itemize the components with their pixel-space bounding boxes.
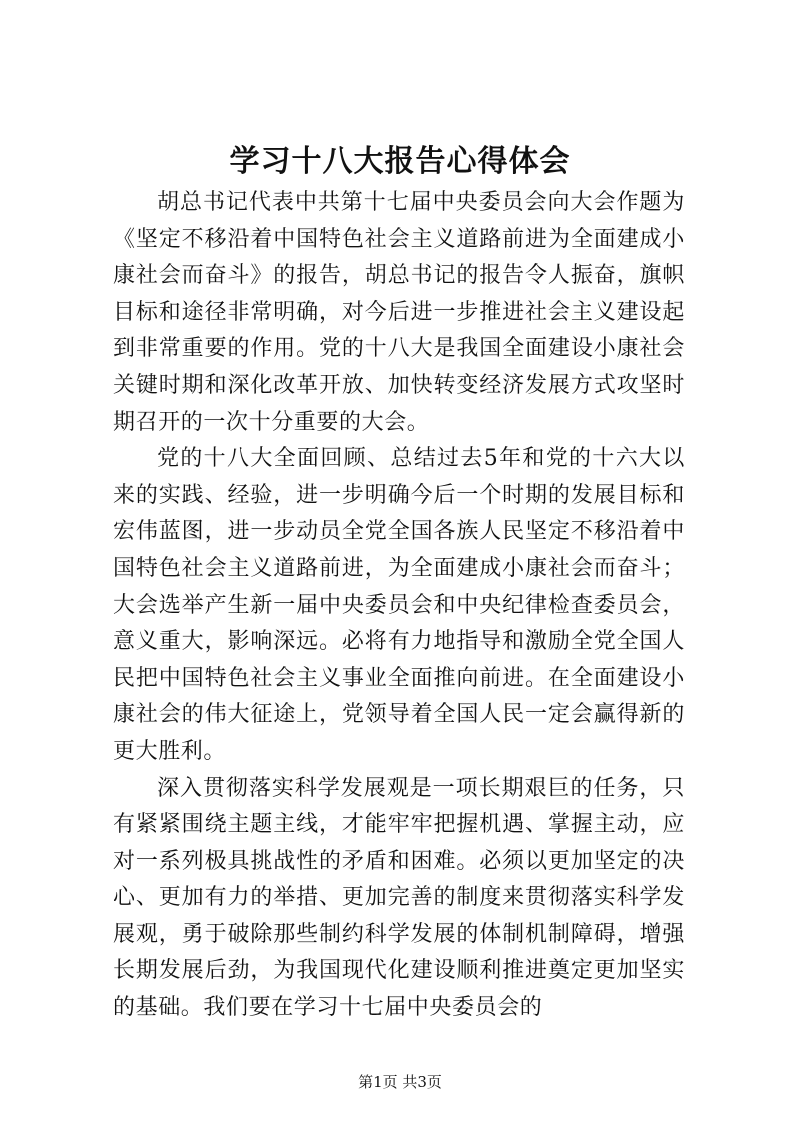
page-footer xyxy=(0,1072,800,1092)
paragraph-1: 胡总书记代表中共第十七届中央委员会向大会作题为《坚定不移沿着中国特色社会主义道路前进为全面建成小康社会而奋斗》的报告，胡总书记的报告令人振奋，旗帜目标和途径非常明确，对今后进一步推进社会主义建设起到非常重要的作用。党的十八大是我国全面建设小康社会关键时期和深化改革开放、加快转变经济发展方式攻坚时期召开的一次十分重要的大会。 xyxy=(113,190,685,435)
document-title: 学习十八大报告心得体会 xyxy=(229,144,571,179)
document-body xyxy=(113,185,685,1027)
paragraph-2: 党的十八大全面回顾、总结过去5年和党的十六大以来的实践、经验，进一步明确今后一个时期的发展目标和宏伟蓝图，进一步动员全党全国各族人民坚定不移沿着中国特色社会主义道路前进，为全面建成小康社会而奋斗；大会选举产生新一届中央委员会和中央纪律检查委员会，意义重大，影响深远。必将有力地指导和激励全党全国人民把中国特色社会主义事业全面推向前进。在全面建设小康社会的伟大征途上，党领导着全国人民一定会赢得新的更大胜利。 xyxy=(113,446,685,764)
page-number-label: 第1页 共3页 xyxy=(358,1073,442,1091)
paragraph-3: 深入贯彻落实科学发展观是一项长期艰巨的任务，只有紧紧围绕主题主线，才能牢牢把握机遇、掌握主动，应对一系列极具挑战性的矛盾和困难。必须以更加坚定的决心、更加有力的举措、更加完善的制度来贯彻落实科学发展观，勇于破除那些制约科学发展的体制机制障碍，增强长期发展后劲，为我国现代化建设顺利推进奠定更加坚实的基础。我们要在学习十七届中央委员会的 xyxy=(113,775,685,1021)
